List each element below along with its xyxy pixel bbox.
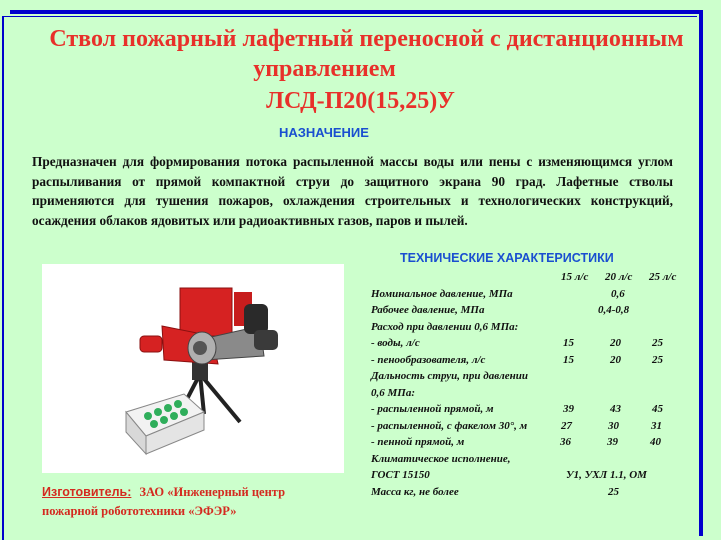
spec-value: 0,4-0,8 [598, 304, 630, 316]
spec-label: Рабочее давление, МПа [371, 304, 485, 316]
spec-row [371, 352, 691, 369]
spec-row [371, 434, 691, 451]
manufacturer-line-2: пожарной робототехники «ЭФЭР» [42, 504, 237, 518]
spec-row [371, 302, 691, 319]
spec-value: 45 [652, 403, 663, 415]
spec-value: 20 [610, 353, 621, 366]
spec-row [371, 385, 691, 402]
title-line-1: Ствол пожарный лафетный переносной с дистанционным [49, 26, 684, 52]
spec-label: Климатическое исполнение, [371, 452, 511, 465]
frame-inner-border [4, 16, 697, 17]
spec-value: 15 [563, 337, 574, 349]
spec-value: 15 [563, 353, 574, 366]
title-model: ЛСД-П20(15,25)У [266, 88, 455, 114]
spec-label: - распыленной, с факелом 30°, м [371, 419, 528, 432]
frame-top-border [10, 10, 703, 14]
spec-label: Номинальное давление, МПа [371, 287, 513, 300]
spec-label: Масса кг, не более [371, 485, 459, 498]
spec-value: 39 [563, 403, 574, 415]
purpose-heading: НАЗНАЧЕНИЕ [279, 125, 369, 140]
spec-value: 39 [607, 436, 618, 448]
product-photo [42, 264, 344, 473]
manufacturer-label: Изготовитель: [42, 485, 132, 499]
spec-value: 0,6 [611, 287, 625, 300]
spec-row [371, 319, 691, 336]
spec-row [371, 484, 691, 501]
spec-label: - пенообразователя, л/с [371, 353, 486, 366]
specs-table [371, 269, 691, 500]
spec-value: 43 [610, 403, 621, 415]
specs-column-header: 25 л/с [649, 271, 677, 283]
page-title [0, 24, 721, 116]
spec-value: 27 [561, 419, 572, 432]
spec-label: Расход при давлении 0,6 МПа: [371, 320, 519, 333]
specs-column-header: 20 л/с [605, 271, 633, 283]
spec-label: - пенной прямой, м [371, 436, 465, 448]
spec-value: У1, УХЛ 1.1, ОМ [566, 469, 647, 481]
spec-label: - воды, л/с [371, 337, 420, 349]
spec-row [371, 451, 691, 468]
spec-label: ГОСТ 15150 [371, 469, 430, 481]
spec-row [371, 418, 691, 435]
spec-label: Дальность струи, при давлении [371, 370, 529, 382]
spec-value: 25 [652, 353, 663, 366]
manufacturer-line-1: ЗАО «Инженерный центр [139, 485, 286, 499]
spec-value: 31 [651, 419, 662, 432]
spec-label: 0,6 МПа: [371, 386, 415, 399]
title-line-2: управлением [253, 56, 396, 82]
fire-monitor-illustration [42, 264, 344, 473]
specs-heading: ТЕХНИЧЕСКИЕ ХАРАКТЕРИСТИКИ [400, 251, 614, 265]
specs-column-header: 15 л/с [561, 271, 589, 283]
spec-value: 25 [652, 337, 663, 349]
spec-value: 30 [608, 419, 619, 432]
spec-value: 40 [650, 436, 661, 448]
spec-row [371, 335, 691, 352]
manufacturer-block [42, 483, 342, 521]
spec-value: 25 [608, 485, 619, 498]
specs-column-headers [371, 269, 691, 286]
spec-row [371, 467, 691, 484]
spec-row [371, 368, 691, 385]
spec-row [371, 401, 691, 418]
spec-label: - распыленной прямой, м [371, 403, 494, 415]
spec-value: 20 [610, 337, 621, 349]
spec-row [371, 286, 691, 303]
spec-value: 36 [560, 436, 571, 448]
purpose-text: Предназначен для формирования потока распыленной массы воды или пены с изменяющимся углом распыливания от прямой компактной струи до защитного экрана 90 град. Лафетные стволы применяются для тушения пожаров, охлаждения строительных и технологических конструкций, осаждения облаков ядовитых или радиоактивных газов, паров и пылей. [32, 154, 673, 228]
